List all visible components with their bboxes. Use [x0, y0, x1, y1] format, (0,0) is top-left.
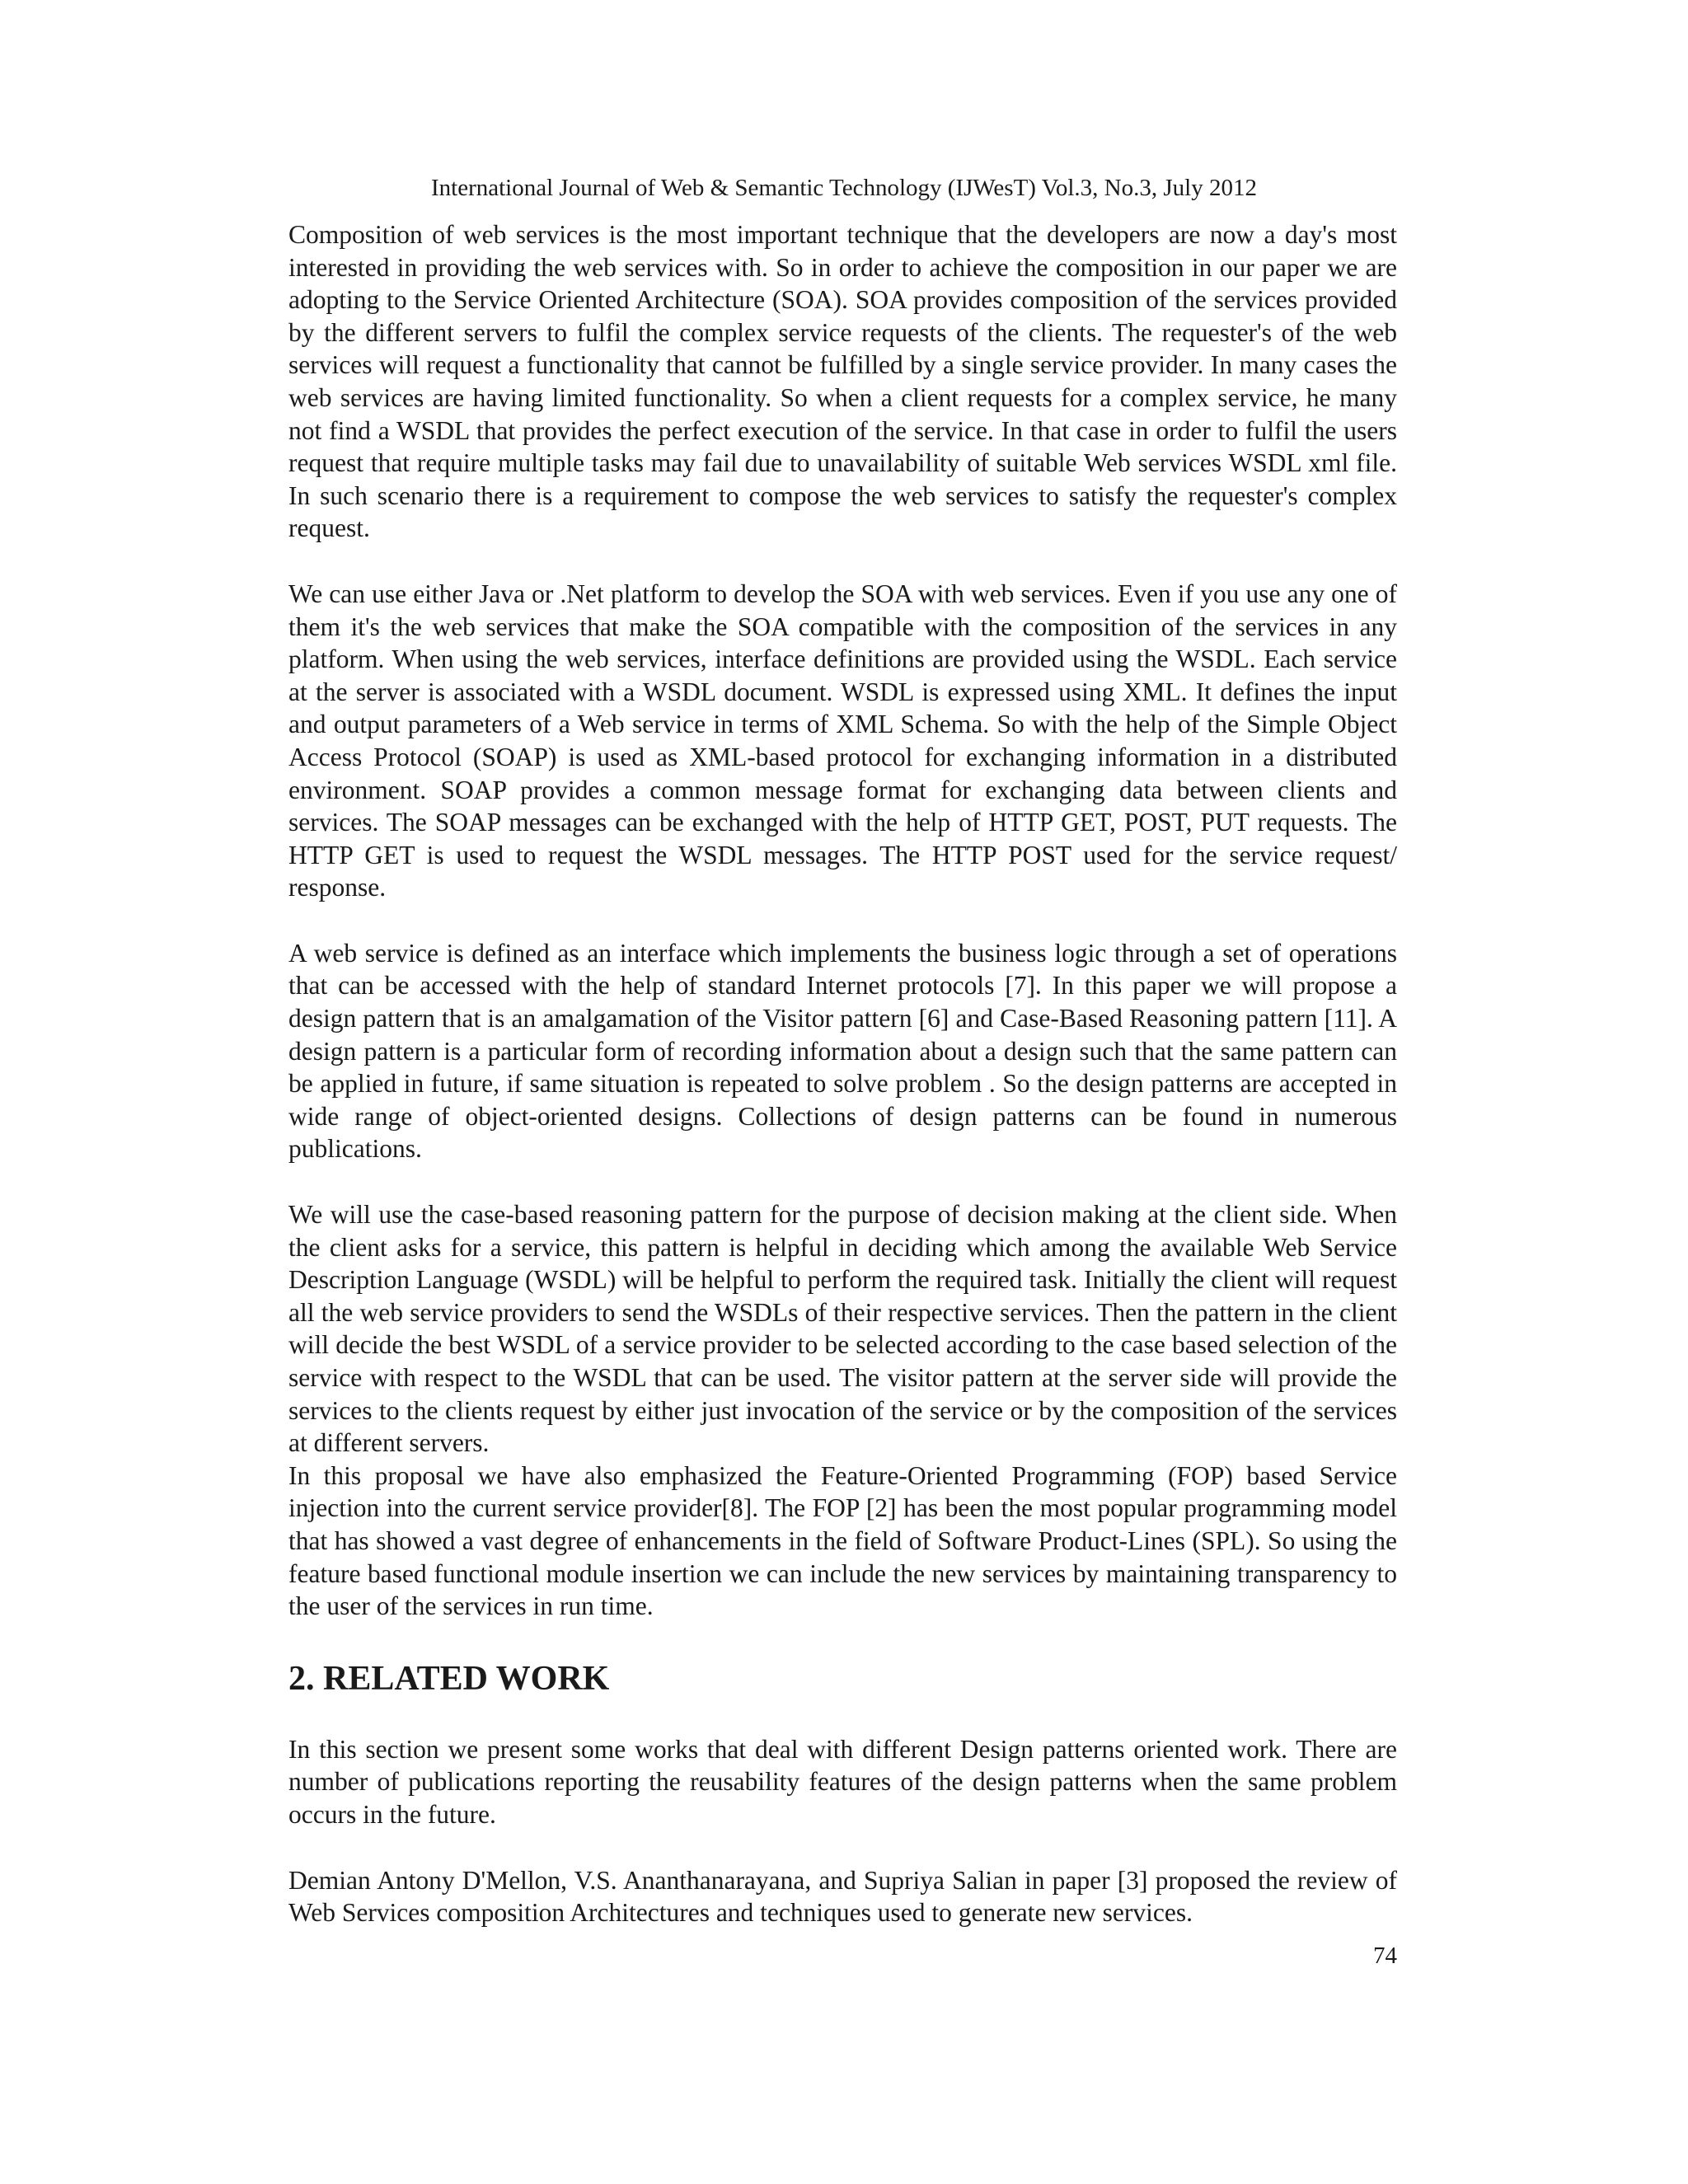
page-number: 74	[1373, 1943, 1397, 1969]
body-text	[288, 218, 1397, 1929]
running-header: International Journal of Web & Semantic Technology (IJWesT) Vol.3, No.3, July 2012	[431, 175, 1257, 201]
paragraph-case-based-reasoning: We will use the case-based reasoning pattern for the purpose of decision making at the client side. When the client asks for a service, this pattern is helpful in deciding which among the available Web Service Description Language (WSDL) will be helpful to perform the required task. Initially the client will request all the web service providers to send the WSDLs of their respective services. Then the pattern in the client will decide the best WSDL of a service provider to be selected according to the case based selection of the service with respect to the WSDL that can be used. The visitor pattern at the server side will provide the services to the clients request by either just invocation of the service or by the composition of the services at different servers.	[288, 1200, 1397, 1458]
paragraph-soa-composition: Composition of web services is the most important technique that the developers are now a day's most interested in providing the web services with. So in order to achieve the composition in our paper we are adopting to the Service Oriented Architecture (SOA). SOA provides composition of the services provided by the different servers to fulfil the complex service requests of the clients. The requester's of the web services will request a functionality that cannot be fulfilled by a single service provider. In many cases the web services are having limited functionality. So when a client requests for a complex service, he many not find a WSDL that provides the perfect execution of the service. In that case in order to fulfil the users request that require multiple tasks may fail due to unavailability of suitable Web services WSDL xml file. In such scenario there is a requirement to compose the web services to satisfy the requester's complex request.	[288, 220, 1397, 543]
paragraph-related-work-dmellon: Demian Antony D'Mellon, V.S. Ananthanarayana, and Supriya Salian in paper [3] proposed the review of Web Services composition Architectures and techniques used to generate new services.	[288, 1865, 1397, 1928]
paragraph-related-work-intro: In this section we present some works that deal with different Design patterns oriented work. There are number of publications reporting the reusability features of the design patterns when the same problem occurs in the future.	[288, 1734, 1397, 1829]
section-heading-related-work: 2. RELATED WORK	[288, 1659, 610, 1698]
paragraph-soa-platform: We can use either Java or .Net platform to develop the SOA with web services. Even if you use any one of them it's the web services that make the SOA compatible with the composition of the services in any platform. When using the web services, interface definitions are provided using the WSDL. Each service at the server is associated with a WSDL document. WSDL is expressed using XML. It defines the input and output parameters of a Web service in terms of XML Schema. So with the help of the Simple Object Access Protocol (SOAP) is used as XML-based protocol for exchanging information in a distributed environment. SOAP provides a common message format for exchanging data between clients and services. The SOAP messages can be exchanged with the help of HTTP GET, POST, PUT requests. The HTTP GET is used to request the WSDL messages. The HTTP POST used for the service request/ response.	[288, 579, 1397, 902]
paragraph-web-service-definition: A web service is defined as an interface which implements the business logic through a set of operations that can be accessed with the help of standard Internet protocols [7]. In this paper we will propose a design pattern that is an amalgamation of the Visitor pattern [6] and Case-Based Reasoning pattern [11]. A design pattern is a particular form of recording information about a design such that the same pattern can be applied in future, if same situation is repeated to solve problem . So the design patterns are accepted in wide range of object-oriented designs. Collections of design patterns can be found in numerous publications.	[288, 938, 1397, 1164]
paragraph-fop-injection: In this proposal we have also emphasized the Feature-Oriented Programming (FOP) based Service injection into the current service provider[8]. The FOP [2] has been the most popular programming model that has showed a vast degree of enhancements in the field of Software Product-Lines (SPL). So using the feature based functional module insertion we can include the new services by maintaining transparency to the user of the services in run time.	[288, 1460, 1397, 1621]
